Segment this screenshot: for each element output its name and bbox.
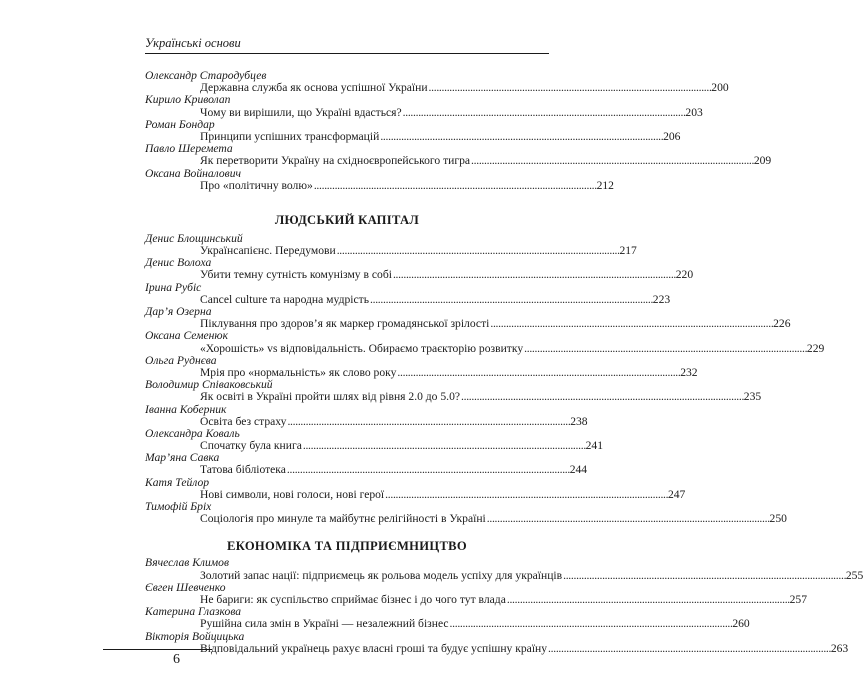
toc-page-number: 257 [789,592,807,606]
toc-item [145,426,604,453]
toc-entry-title: Державна служба як основа успішної України [200,81,428,95]
toc-item [145,451,588,477]
toc-item [145,629,849,655]
toc-entry[interactable] [145,617,750,631]
toc-author: Ірина Рубіс [145,280,202,294]
toc-entry-title: Як перетворити Україну на східноєвропейського тигра [200,154,471,168]
toc-author: Катерина Глазкова [145,605,242,619]
toc-author: Оксана Семенюк [145,329,229,343]
toc-item [145,166,614,192]
toc-leader-dots [548,643,830,655]
toc-leader-dots [487,513,769,525]
toc-entry-title: «Хорошість» vs відповідальність. Обираємо траєкторію розвитку [200,341,524,355]
toc-leader-dots [461,391,743,403]
toc-author: Євген Шевченко [145,580,226,594]
toc-entry[interactable] [145,390,762,404]
toc-item [145,305,791,331]
toc-author: Роман Бондар [145,117,215,131]
toc-item [145,475,686,501]
toc-page-number: 229 [806,341,825,355]
toc-page-number: 263 [830,641,849,655]
toc-item [145,580,807,606]
toc-leader-dots [303,440,585,452]
toc-page-number: 226 [773,317,791,331]
toc-item [145,117,681,143]
toc-entry[interactable] [145,178,614,192]
toc-leader-dots [429,82,711,94]
table-of-contents [145,69,863,655]
toc-entry-title: Не бариги: як суспільство сприймає бізнес і до чого тут влада [200,592,506,606]
toc-leader-dots [563,570,845,582]
toc-entry-title: Убити темну сутність комунізму в собі [200,268,392,282]
toc-page-number: 250 [769,512,787,526]
toc-leader-dots [393,269,675,281]
toc-leader-dots [507,594,789,606]
toc-entry-title: Нові символи, нові голоси, нові герої [200,487,385,501]
toc-page-number: 200 [711,81,729,95]
toc-author: Катя Тейлор [145,475,210,489]
toc-leader-dots [314,180,596,192]
toc-author: Денис Блощинський [145,231,243,245]
toc-page-number: 247 [667,487,686,501]
toc-entry-title: Піклування про здоров’я як маркер громадянської зрілості [200,317,490,331]
toc-group-economy [145,556,863,655]
toc-page-number: 223 [652,292,671,306]
toc-author: Мар’яна Савка [145,451,220,465]
toc-author: Олександр Стародубцев [145,69,267,82]
toc-leader-dots [370,294,652,306]
toc-page-number: 244 [569,463,588,477]
toc-author: Тимофій Бріх [145,500,212,513]
toc-entry-title: Принципи успішних трансформацій [200,129,380,143]
toc-item [145,605,750,631]
toc-entry-title: Мрія про «нормальність» як слово року [200,365,397,379]
toc-leader-dots [403,107,685,119]
toc-leader-dots [397,367,679,379]
toc-author: Дар’я Озерна [145,305,212,318]
toc-entry-title: Татова бібліотека [200,463,286,477]
toc-item [145,402,588,428]
toc-leader-dots [385,489,667,501]
toc-entry-title: Cancel culture та народна мудрість [200,292,370,306]
toc-author: Денис Волоха [145,256,212,270]
toc-item [145,556,863,582]
toc-author: Іванна Коберник [145,402,227,416]
toc-entry-title: Соціологія про минуле та майбутнє релігійності в Україні [200,512,486,526]
footer-rule [103,649,212,650]
toc-item [145,142,772,168]
toc-leader-dots [490,318,772,330]
toc-entry-title: Спочатку була книга [200,439,302,453]
toc-item [145,280,671,306]
toc-author: Павло Шеремета [145,142,233,156]
toc-entry[interactable] [145,463,588,477]
toc-entry[interactable] [145,512,787,526]
toc-item [145,256,694,282]
toc-leader-dots [380,131,662,143]
toc-entry-title: Рушійна сила змін в Україні — незалежний бізнес [200,617,449,631]
toc-author: Володимир Співаковський [145,378,273,392]
toc-group-intro [145,69,772,192]
toc-entry-title: Про «політичну волю» [200,178,313,192]
toc-item [145,93,703,119]
section-heading-human-capital: ЛЮДСЬКИЙ КАПІТАЛ [274,212,420,227]
toc-leader-dots [450,618,732,630]
toc-leader-dots [471,155,753,167]
toc-leader-dots [287,464,569,476]
toc-author: Олександра Коваль [145,426,240,440]
page-number: 6 [173,652,180,667]
toc-author: Вячеслав Климов [145,556,229,570]
running-head-title: Українські основи [145,36,241,50]
toc-page-number: 212 [596,178,614,192]
toc-item [145,500,787,526]
section-heading-economy: ЕКОНОМІКА ТА ПІДПРИЄМНИЦТВО [227,539,467,554]
toc-item [145,69,729,95]
toc-page-number: 217 [619,244,637,258]
toc-page-number: 206 [663,129,681,143]
toc-author: Кирило Криволап [145,93,231,107]
toc-page-number: 203 [685,105,703,119]
toc-leader-dots [287,416,569,428]
toc-entry-title: Освіта без страху [200,414,287,428]
toc-page-number: 209 [753,154,772,168]
toc-page-number: 220 [675,268,694,282]
toc-entry-title: Чому ви вирішили, що Україні вдасться? [200,105,402,119]
toc-page-number: 232 [680,365,698,379]
toc-entry[interactable] [145,154,772,168]
toc-page-number: 255 [845,568,863,582]
toc-page-number: 235 [743,390,762,404]
header-rule [145,53,549,54]
toc-entry[interactable] [145,105,703,119]
toc-author: Ольга Руднєва [145,353,217,367]
toc-leader-dots [524,343,806,355]
toc-entry-title: Золотий запас нації: підприємець як рольова модель успіху для українців [200,568,563,582]
toc-author: Вікторія Войцицька [145,629,245,643]
toc-entry-title: Українсапієнс. Передумови [200,244,336,258]
toc-entry[interactable] [145,341,825,355]
toc-entry[interactable] [145,568,863,582]
toc-item [145,329,825,355]
toc-page-number: 260 [732,617,750,631]
toc-author: Оксана Войналович [145,166,242,180]
toc-page-number: 238 [570,414,588,428]
toc-entry-title: Відповідальний українець рахує власні гроші та будує успішну країну [200,641,548,655]
toc-item [145,353,698,379]
toc-group-human-capital [145,231,825,526]
toc-entry[interactable] [145,268,694,282]
toc-entry-title: Як освіті в Україні пройти шлях від рівня 2.0 до 5.0? [200,390,461,404]
toc-item [145,231,637,258]
toc-page-number: 241 [585,439,604,453]
toc-leader-dots [337,245,619,257]
toc-item [145,378,762,404]
